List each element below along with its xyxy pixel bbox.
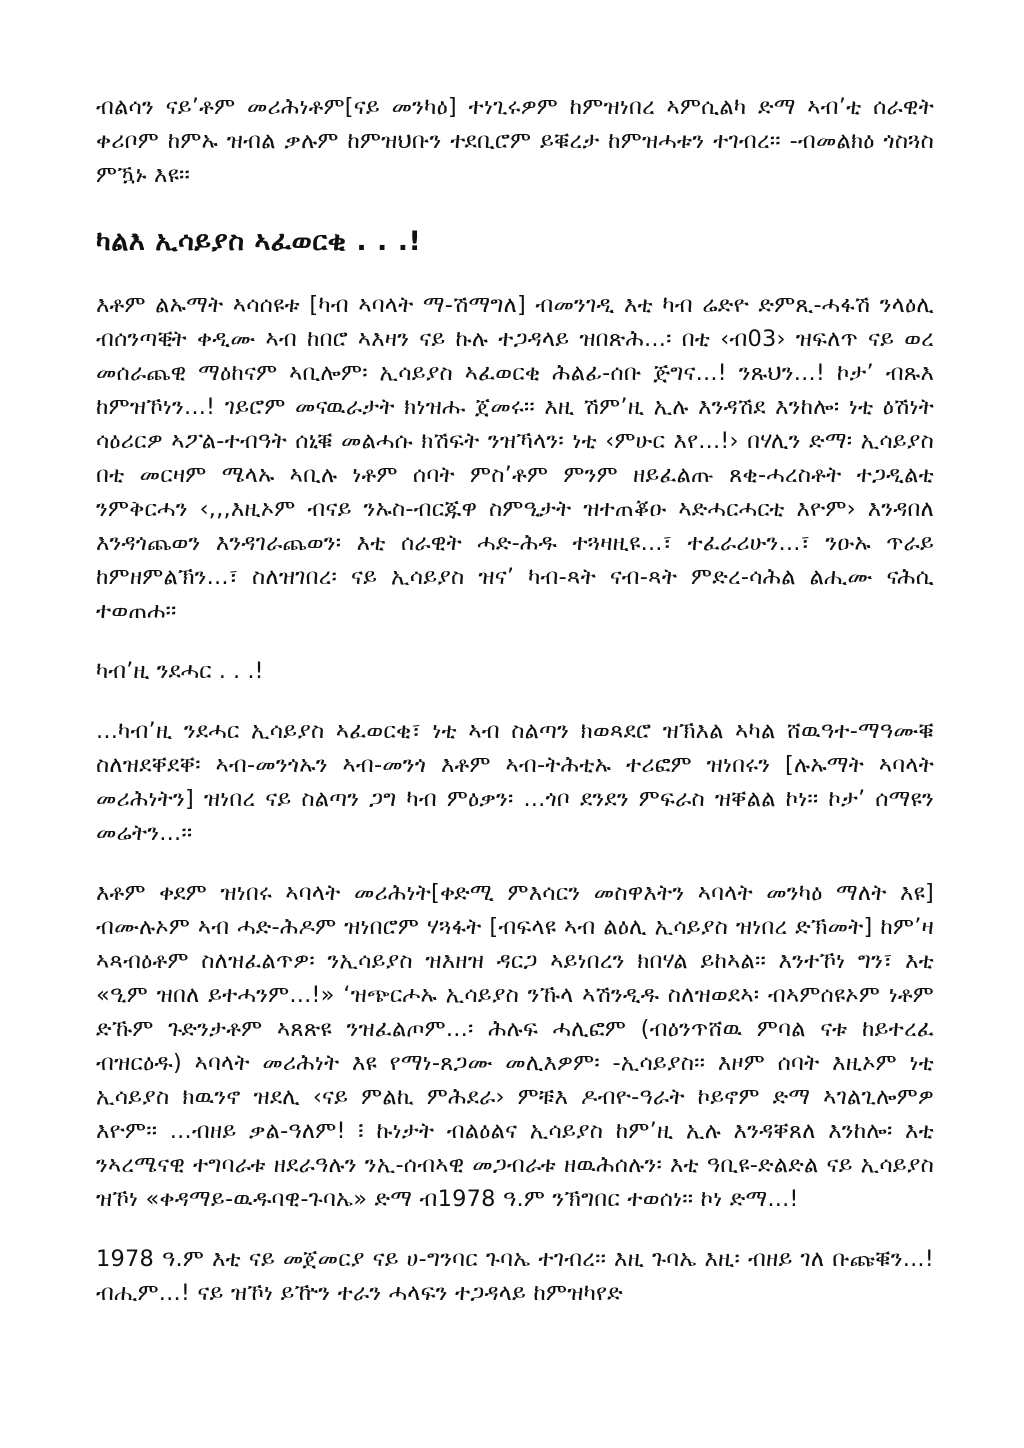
section-heading: ካልእ ኢሳይያስ ኣፈወርቂ . . .! xyxy=(96,226,422,257)
paragraph-4: 1978 ዓ.ም እቲ ናይ መጀመርያ ናይ ሀ-ግንባር ጉባኤ ተገብረ፡፡ እዚ ጉባኤ እዚ፡ ብዘይ ገለ ቡጩቑን...! ብሒም...! ናይ ዝኾነ ይዅን ተራን ሓላፍን ተጋዳላይ ከምዝካየድ xyxy=(96,1246,934,1306)
spacer xyxy=(96,628,934,654)
spacer xyxy=(96,262,934,288)
sub-heading: ካብ’ዚ ንደሓር . . .! xyxy=(96,658,264,684)
spacer xyxy=(96,688,934,714)
paragraph-2: ...ካብ’ዚ ንደሓር ኢሳይያስ ኣፈወርቂ፣ ነቲ ኣብ ስልጣን ክወጻደሮ ዝኽእል ኣካል ሸዉዓተ-ማዓሙቑ ስለዝደቐደቐ፡ ኣብ-መንጎኡን ኣብ-መንጎ እቶም ኣብ-ትሕቲኡ ተሪፎም ዝነበሩን [ሉኡማት ኣባላት መሪሕነትን] ዝነበረ ናይ ስልጣን ጋግ ካብ ምዕቃን፡ ...ጎቦ ደንደን ምፍራስ ዝቐልል ኮነ፡፡ ኮታ’ ሰማዩን መሬትን...፡፡ xyxy=(96,718,934,846)
spacer xyxy=(96,192,934,222)
paragraph-3: እቶም ቀደም ዝነበሩ ኣባላት መሪሕነት[ቀድሚ ምእሳርን መስዋእትን ኣባላት መንካዕ ማለት እዩ] ብሙሉኦም ኣብ ሓድ-ሕዶም ዝነበሮም ሃጓፋት [ብፍላዩ ኣብ ልዕሊ ኢሳይያስ ዝነበረ ድኽመት] ከም’ዛ ኣጻብዕቶም ስለዝፈልጥዎ፡ ንኢሳይያስ ዝእዘዝ ዳርጋ ኣይነበረን ክበሃል ይከኣል፡፡ እንተኾነ ግን፣ እቲ «ዒም ዝበለ ይተሓንም...!» ‘ዝጭርሖኡ ኢሳይያስ ንኹላ ኣሽንዲዱ ስለዝወደኣ፡ ብኣምሰዩኦም ነቶም ድኹም ጉድንታቶም ኣጸጽዩ ንዝፈልጦም...፡ ሕሉፍ ሓሊፎም (ብዕንጥሸዉ ምባል ናቱ ከይተረፈ ብዝርዕዱ) ኣባላት መሪሕነት እዩ የማነ-ጸጋሙ መሊእዎም፡ -ኢሳይያስ፡፡ እዞም ሰባት እዚኦም ነቲ ኢሳይያስ ክዉንኖ ዝደሊ ‹ናይ ምልኪ ምሕደራ› ምቹእ ዶብዮ-ዓራት ኮይኖም ድማ ኣገልጊሎምዎ እዮም፡፡ ...ብዘይ ቃል-ዓለም! ፧ ኩነታት ብልዕልና ኢሳይያስ ከም’ዚ ኢሉ እንዳቐጸለ እንከሎ፡ እቲ ንኣረሜናዊ ተግባራቱ ዘደራዓሉን ንኢ-ሰብኣዊ መጋብራቱ ዘዉሕሰሉን፡ እቲ ዓቢዩ-ድልድል ናይ ኢሳይያስ ዝኾነ «ቀዳማይ-ዉዱባዊ-ጉባኤ» ድማ ብ1978 ዓ.ም ንኽግበር ተወሰነ፡፡ ኮነ ድማ...! xyxy=(96,880,934,1212)
intro-paragraph: ብልሳን ናይ’ቶም መሪሕነቶም[ናይ መንካዕ] ተነጊሩዎም ከምዝነበረ ኣምሲልካ ድማ ኣብ’ቲ ሰራዊት ቀሪቦም ከምኡ ዝብል ቃሉም ከምዝህቡን ተደቢሮም ይቑረታ ከምዝሓቱን ተገብረ፡፡ -ብመልክዕ ጎስጓስ ምዃኑ እዩ፡፡ xyxy=(96,94,934,188)
spacer xyxy=(96,850,934,876)
paragraph-1: እቶም ልኡማት ኣሳሰዩቱ [ካብ ኣባላት ማ-ሽማግለ] ብመንገዲ እቲ ካብ ሬድዮ ድምጺ-ሓፋሽ ንላዕሊ ብሰንጣቒት ቀዲሙ ኣብ ከበሮ ኣእዛን ናይ ኩሉ ተጋዳላይ ዝበጽሕ...፡ በቲ ‹ብ03› ዝፍለጥ ናይ ወረ መሰራጨዊ ማዕከናም ኣቢሎም፡ ኢሳይያስ ኣፈወርቂ ሕልፊ-ሰቡ ጅግና...! ንጹህን...! ኮታ’ ብጹእ ከምዝኾነን...! ገይሮም መናዉራታት ክነዝሑ ጀመሩ፡፡ እዚ ሽም’ዚ ኢሉ እንዳሽደ እንከሎ፡ ነቲ ዕሽነት ሳዕሪርዎ ኣፖል-ተብዓት ሰኒቑ መልሓሱ ክሽፍት ንዝኻላን፡ ነቲ ‹ምሁር እየ...!› በሃሊን ድማ፡ ኢሳይያስ በቲ መርዛም ሜላኡ ኣቢሉ ነቶም ሰባት ምስ’ቶም ምንም ዘይፈልጡ ጸቂ-ሓረስቶት ተጋዲልቲ ንምቅርሓን ‹,,,እዚኦም ብናይ ንኡስ-ብርጁዋ ስምዒታት ዝተጠቖዑ ኣድሓርሓርቲ እዮም› እንዳበለ እንዳጎጨወን እንዳገራጨወን፡ እቲ ሰራዊት ሓድ-ሕዱ ተጓዛዚዩ...፣ ተፈራሪሁን...፣ ንዑኡ ጥራይ ከምዘምልኽን...፣ ስለዝገበረ፡ ናይ ኢሳይያስ ዝና’ ካብ-ጻት ናብ-ጻት ምድረ-ሳሕል ልሒሙ ናሕሲ ተወጠሐ፡፡ xyxy=(96,292,934,624)
document-page xyxy=(96,90,934,1310)
spacer xyxy=(96,1216,934,1242)
